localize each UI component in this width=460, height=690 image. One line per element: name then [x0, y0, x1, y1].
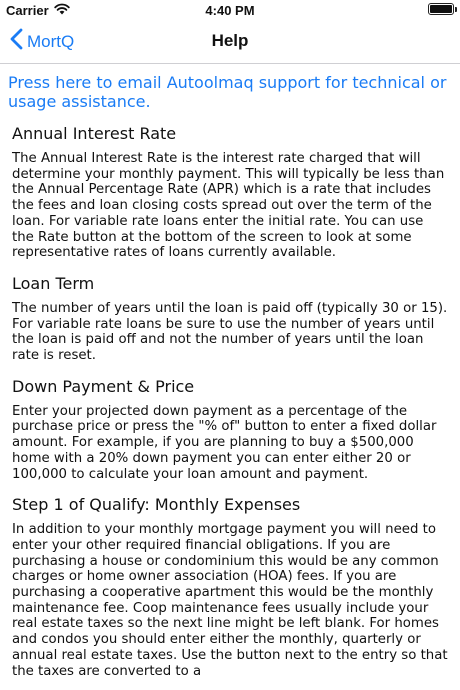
back-label: MortQ	[27, 31, 75, 51]
section-title: Annual Interest Rate	[12, 124, 177, 143]
navigation-bar	[0, 20, 460, 64]
status-time: 4:40 PM	[205, 3, 255, 18]
section-down-payment-price	[12, 377, 448, 483]
battery-cap	[455, 7, 457, 12]
section-qualify-monthly-expenses	[12, 495, 448, 679]
page-title: Help	[211, 31, 249, 50]
section-body: In addition to your monthly mortgage payment you will need to enter your other required financial obligations. If you are purchasing a house or condominium this would be any common charges or home owner association (HOA) fees. If you are purchasing a cooperative apartment this would be the monthly maintenance fee. Coop maintenance fees usually include your real estate taxes so the next line might be left blank. For homes and condos you should enter either the monthly, quarterly or annual real estate taxes. Use the button next to the entry so that the taxes are converted to a	[12, 522, 448, 679]
section-title: Down Payment & Price	[12, 376, 195, 396]
battery-icon	[428, 3, 454, 15]
section-loan-term	[12, 274, 448, 364]
section-annual-interest-rate	[12, 124, 448, 261]
section-body: The Annual Interest Rate is the interest rate charged that will determine your monthly payment. This will typically be less than the Annual Percentage Rate (APR) which is a rate that includes the fees and loan closing costs spread out over the term of the loan. For variable rate loans enter the initial rate. You can use the Rate button at the bottom of the screen to look at some representative rates of loans currently available.	[12, 151, 445, 261]
section-body: Enter your projected down payment as a percentage of the purchase price or press the "% of" button to enter a fixed dollar amount. For example, if you are planning to buy a $500,000 home with a 20% down payment you can enter either 20 or 100,000 to calculate your loan amount and payment.	[12, 403, 437, 482]
email-support-link[interactable]: Press here to email Autoolmaq support for technical or usage assistance.	[8, 73, 447, 111]
help-content[interactable]	[0, 65, 460, 690]
section-title: Step 1 of Qualify: Monthly Expenses	[12, 495, 301, 515]
battery-fill	[430, 5, 452, 13]
carrier-label: Carrier	[6, 3, 49, 18]
section-title: Loan Term	[12, 273, 95, 293]
section-body: The number of years until the loan is paid off (typically 30 or 15). For variable rate loans be sure to use the number of years until the loan is paid off and not the number of years until the loan rate is reset.	[12, 300, 448, 364]
status-right	[428, 3, 454, 15]
status-bar	[0, 0, 460, 20]
